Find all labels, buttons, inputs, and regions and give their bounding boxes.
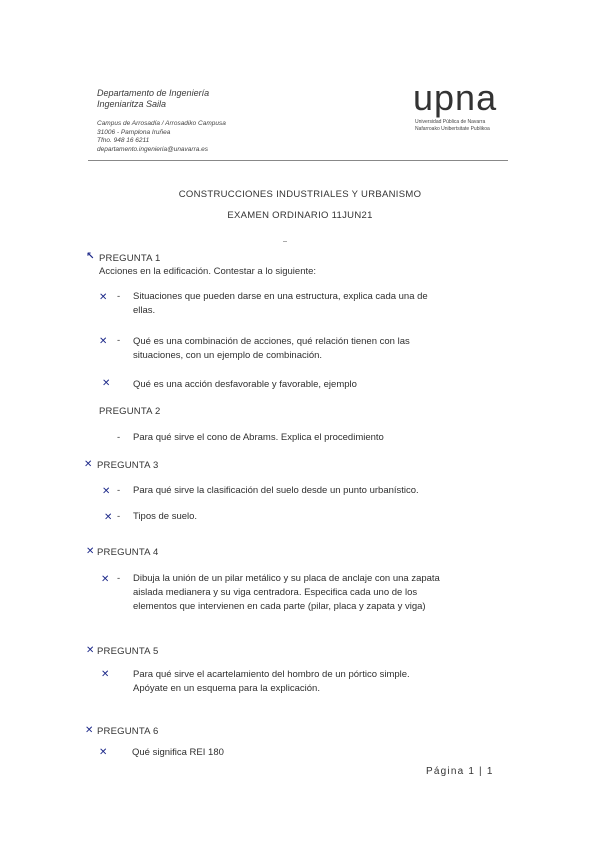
item-line: aislada medianera y su viga centradora. Especifica cada uno de los — [133, 587, 418, 598]
item-line: ellas. — [133, 305, 156, 316]
question-heading: PREGUNTA 4 — [97, 547, 159, 558]
cross-mark-icon: ✕ — [102, 486, 111, 497]
bullet-dash: - — [117, 291, 121, 302]
question-item — [133, 431, 384, 445]
bullet-dash: - — [117, 511, 121, 522]
question-item — [133, 668, 410, 696]
bullet-dash: - — [117, 335, 121, 346]
question-heading: PREGUNTA 3 — [97, 460, 159, 471]
item-line: Para qué sirve el acartelamiento del hombro de un pórtico simple. — [133, 669, 410, 680]
item-line: Qué es una acción desfavorable y favorable, ejemplo — [133, 379, 357, 390]
stray-mark — [283, 241, 287, 242]
question-item — [133, 378, 357, 392]
page-number: Página 1 | 1 — [426, 766, 494, 777]
item-line: elementos que intervienen en cada parte (pilar, placa y zapata y viga) — [133, 601, 426, 612]
cross-mark-icon: ✕ — [99, 336, 108, 347]
logo-subtitle — [415, 119, 490, 132]
question-item — [133, 290, 428, 318]
upna-logo: upna — [413, 77, 498, 118]
address-line: departamento.ingenieria@unavarra.es — [97, 145, 209, 153]
item-line: Qué significa REI 180 — [132, 747, 224, 758]
item-line: Para qué sirve la clasificación del suelo desde un punto urbanístico. — [133, 485, 419, 496]
bullet-dash: - — [117, 573, 121, 584]
item-line: Tipos de suelo. — [133, 511, 198, 522]
address-line: Campus de Arrosadía / Arrosadiko Campusa — [97, 120, 226, 127]
question-item — [133, 335, 410, 363]
item-line: Para qué sirve el cono de Abrams. Explica el procedimiento — [133, 432, 384, 443]
exam-session: EXAMEN ORDINARIO 11JUN21 — [227, 210, 373, 221]
question-item — [133, 572, 440, 614]
cross-mark-icon: ✕ — [99, 747, 108, 758]
cross-mark-icon: ✕ — [101, 669, 110, 680]
bullet-dash: - — [117, 485, 121, 496]
header-divider — [88, 160, 508, 161]
address-line: Tfno. 948 16 6211 — [97, 137, 150, 144]
question-heading: PREGUNTA 6 — [97, 726, 159, 737]
cross-mark-icon: ✕ — [99, 292, 108, 303]
department-line: Ingeniaritza Saila — [97, 99, 167, 109]
cross-mark-icon: ✕ — [86, 645, 95, 656]
department-line: Departamento de Ingeniería — [97, 88, 210, 98]
question-heading: PREGUNTA 2 — [99, 406, 161, 417]
item-line: Situaciones que pueden darse en una estructura, explica cada una de — [133, 291, 428, 302]
question-intro: Acciones en la edificación. Contestar a lo siguiente: — [99, 266, 317, 277]
address-line: 31006 - Pamplona Iruñea — [97, 128, 171, 136]
cross-mark-icon: ✕ — [86, 546, 95, 557]
item-line: Qué es una combinación de acciones, qué relación tienen con las — [133, 336, 410, 347]
logo-subtitle-line: Universidad Pública de Navarra — [415, 119, 486, 125]
question-heading: PREGUNTA 5 — [97, 646, 159, 657]
item-line: situaciones, con un ejemplo de combinación. — [133, 350, 323, 361]
question-heading: PREGUNTA 1 — [99, 253, 161, 264]
cross-mark-icon: ✕ — [104, 512, 113, 523]
question-item — [133, 510, 197, 524]
department-address — [97, 120, 226, 154]
bullet-dash: - — [117, 432, 121, 443]
item-line: Apóyate en un esquema para la explicación. — [133, 683, 320, 694]
cross-mark-icon: ✕ — [101, 574, 110, 585]
question-item — [133, 484, 419, 498]
question-item — [132, 746, 224, 760]
cross-mark-icon: ✕ — [85, 725, 94, 736]
cross-mark-icon: ✕ — [84, 459, 93, 470]
item-line: Dibuja la unión de un pilar metálico y su placa de anclaje con una zapata — [133, 573, 440, 584]
arrow-mark-icon: ↖ — [86, 251, 95, 262]
cross-mark-icon: ✕ — [102, 378, 111, 389]
logo-subtitle-line: Nafarroako Unibertsitate Publikoa — [415, 125, 490, 132]
course-title: CONSTRUCCIONES INDUSTRIALES Y URBANISMO — [178, 189, 422, 200]
department-name — [97, 88, 209, 110]
